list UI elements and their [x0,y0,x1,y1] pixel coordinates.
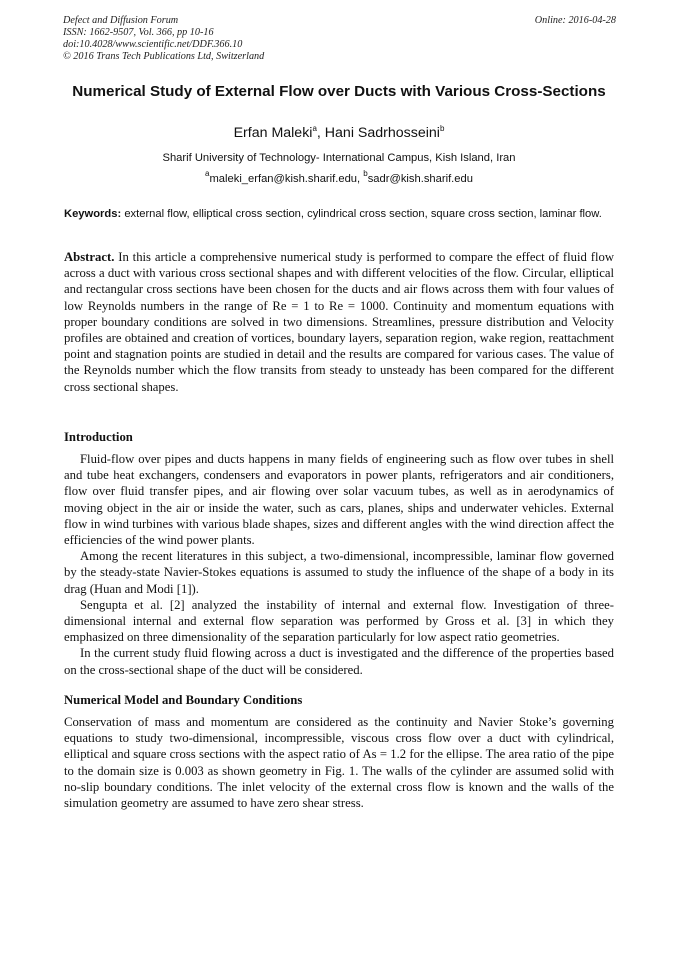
numerical-model-body [64,714,614,811]
affiliation: Sharif University of Technology- International Campus, Kish Island, Iran [162,152,516,164]
paragraph: Fluid-flow over pipes and ducts happens in many fields of engineering such as flow over tubes in shell and tube heat exchangers, condensers and evaporators in power plants, refrigerators and air conditioners, flow over fluid transfer pipes, and air flowing over solar vacuum tubes, as well as in aerodynamics of moving object in the air or inside the water, such as cars, planes, ships and underwater vehicles. External flow in wind turbines with various blade shapes, sizes and different angles with the wind direction affect the efficiencies of the wind power plants. [64,452,614,548]
abstract-text: In this article a comprehensive numerical study is performed to compare the effect of fluid flow across a duct with various cross sectional shapes and with different velocities of the flow. Circular, elliptical and rectangular cross sections have been chosen for the ducts and air flows across them with four values of low Reynolds numbers in the range of Re = 1 to Re = 1000. Continuity and momentum equations with proper boundary conditions are solved in two dimensions. Streamlines, pressure distribution and Velocity profiles are obtained and creation of vortices, boundary layers, separation region, wake region, reattachment point and stagnation points are studied in detail and the results are compared for various cases. The value of the Reynolds number which the flow transits from steady to unsteady has been compared for the different cross sectional shapes. [64,250,614,394]
email-superscript: b [363,169,368,178]
journal-header [63,15,616,63]
author-line [60,125,618,142]
keywords-label: Keywords: [64,208,122,220]
author-superscript: b [439,124,445,133]
issn-line: ISSN: 1662-9507, Vol. 366, pp 10-16 [63,27,214,38]
author-name: Erfan Maleki [233,125,313,141]
abstract-label: Abstract. [64,250,115,264]
email-address: sadr@kish.sharif.edu [367,173,473,185]
introduction-body [64,451,614,678]
paragraph: In the current study fluid flowing across a duct is investigated and the difference of the properties based on the cross-sectional shape of the duct will be considered. [64,646,614,677]
keywords-block [64,207,614,222]
keywords-text: external flow, elliptical cross section, cylindrical cross section, square cross section, laminar flow. [124,208,602,220]
online-date: Online: 2016-04-28 [534,15,616,26]
paragraph: Among the recent literatures in this subject, a two-dimensional, incompressible, laminar flow governed by the steady-state Navier-Stokes equations is assumed to study the influence of the shape of a body in its drag (Huan and Modi [1]). [64,549,614,596]
paper-title: Numerical Study of External Flow over Ducts with Various Cross-Sections [72,83,606,100]
email-line [60,169,618,186]
paragraph: Sengupta et al. [2] analyzed the instability of internal and external flow. Investigation of three-dimensional internal and external flow separation was performed by Gross et al. [3] in which they emphasized on three dimensionality of the separation particularly for low aspect ratio geometries. [64,597,614,645]
email-superscript: a [205,169,210,178]
journal-name: Defect and Diffusion Forum [63,15,179,26]
author-separator: , [316,125,325,141]
author-name: Hani Sadrhosseini [324,125,440,141]
copyright-line: © 2016 Trans Tech Publications Ltd, Switzerland [63,51,265,62]
author-superscript: a [312,124,317,133]
introduction-heading: Introduction [64,430,133,444]
abstract-block [64,249,614,395]
doi-line: doi:10.4028/www.scientific.net/DDF.366.10 [63,39,243,50]
email-separator: , [357,173,364,185]
email-address: maleki_erfan@kish.sharif.edu [209,173,358,185]
numerical-model-heading: Numerical Model and Boundary Conditions [64,693,303,707]
paragraph: Conservation of mass and momentum are considered as the continuity and Navier Stoke’s governing equations to study two-dimensional, incompressible, viscous cross flow over a duct with cylindrical, elliptical and square cross sections with the aspect ratio of As = 1.2 for the ellipse. The area ratio of the pipe to the domain size is 0.003 as shown geometry in Fig. 1. The walls of the cylinder are assumed solid with no-slip boundary conditions. The inlet velocity of the external cross flow is known and the walls of the simulation geometry are assumed to have zero shear stress. [64,715,614,811]
